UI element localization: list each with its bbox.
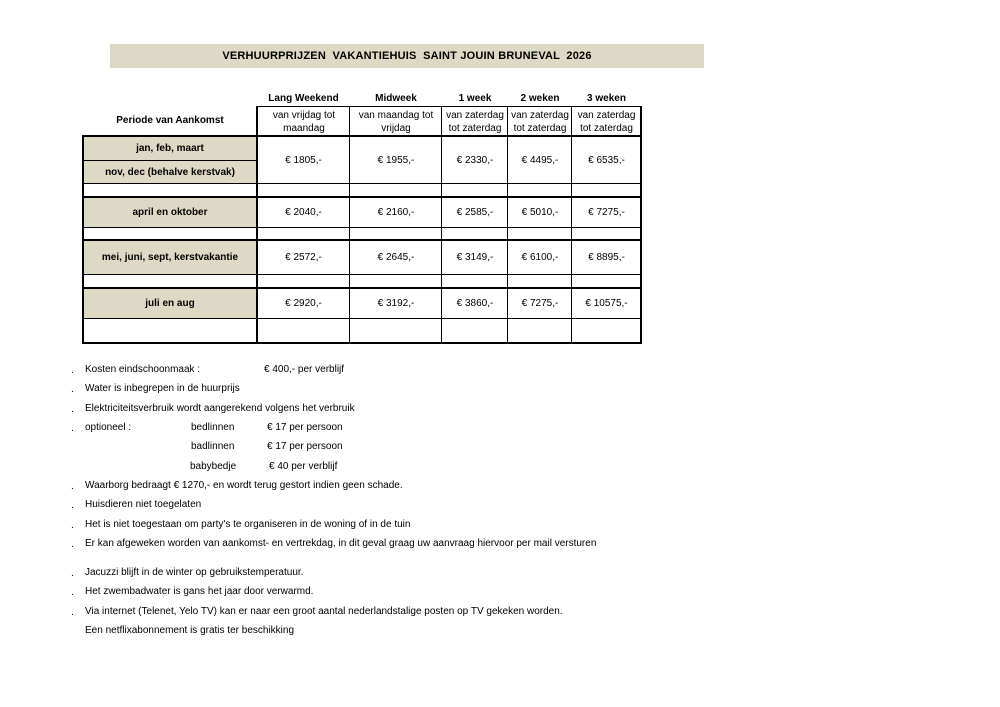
table-rule [83,239,641,241]
price-cell: € 7275,- [588,207,625,218]
column-header-lang-weekend: Lang Weekend [268,93,339,104]
price-cell: € 3149,- [456,252,494,263]
table-rule [349,106,350,343]
bullet: . [71,607,74,618]
price-cell: € 2160,- [377,207,415,218]
column-header-1-week: 1 week [458,93,492,104]
column-sub-1-week: van zaterdag tot zaterdag [446,109,504,134]
table-rule [256,106,258,344]
table-rule [441,106,442,343]
bullet: . [71,481,74,492]
price-cell: € 2572,- [285,252,322,263]
price-cell: € 1955,- [377,154,415,166]
note-parties: Het is niet toegestaan om party's te organiseren in de woning of in de tuin [85,519,411,530]
bullet: . [71,365,74,376]
price-cell: € 4495,- [521,154,559,166]
table-rule [507,106,508,343]
bullet: . [71,384,74,395]
optional-price: € 17 per persoon [267,441,343,452]
column-sub-2-weken: van zaterdag tot zaterdag [511,109,569,134]
table-rule [82,135,84,344]
note-deposit: Waarborg bedraagt € 1270,- en wordt terug gestort indien geen schade. [85,480,403,491]
period-cell: juli en aug [84,289,256,318]
optional-price: € 40 per verblijf [269,461,338,472]
bullet: . [71,539,74,550]
table-rule [83,196,641,198]
table-rule [83,274,641,275]
column-sub-3-weken: van zaterdag tot zaterdag [577,109,636,134]
note-tv: Via internet (Telenet, Yelo TV) kan er naar een groot aantal nederlandstalige posten op TV gekeken worden. [85,606,563,617]
note-pets: Huisdieren niet toegelaten [85,499,202,510]
price-cell: € 8895,- [588,252,625,263]
table-rule [640,106,642,344]
note-cleaning-value: € 400,- per verblijf [264,364,345,375]
bullet: . [71,520,74,531]
bullet: . [71,423,74,434]
column-header-2-weken: 2 weken [520,93,560,104]
price-cell: € 3860,- [456,298,494,309]
note-pool: Het zwembadwater is gans het jaar door verwarmd. [85,586,314,597]
bullet: . [71,568,74,579]
optional-item: bedlinnen [191,422,235,433]
price-cell: € 10575,- [585,298,628,309]
period-cell: nov, dec (behalve kerstvak) [84,161,256,183]
optional-item: babybedje [190,461,237,472]
note-cleaning-label: Kosten eindschoonmaak : [85,364,201,375]
optional-price: € 17 per persoon [267,422,343,433]
price-cell: € 7275,- [521,298,559,309]
note-water: Water is inbegrepen in de huurprijs [85,383,240,394]
table-rule [83,183,641,184]
price-cell: € 5010,- [521,207,559,218]
bullet: . [71,500,74,511]
table-rule [83,135,641,137]
note-deviation: Er kan afgeweken worden van aankomst- en vertrekdag, in dit geval graag uw aanvraag hiervoor per mail versturen [85,538,597,549]
period-header: Periode van Aankomst [116,115,224,126]
table-rule [83,227,641,228]
period-cell: mei, juni, sept, kerstvakantie [84,241,256,274]
table-rule [257,106,641,107]
table-rule [83,318,641,319]
table-rule [571,106,572,343]
price-cell: € 2645,- [377,252,415,263]
column-sub-midweek: van maandag tot vrijdag [358,109,434,134]
note-optional-label: optioneel : [85,422,132,433]
price-cell: € 2920,- [285,298,322,309]
column-sub-lang-weekend: van vrijdag tot maandag [272,109,336,134]
bullet: . [71,587,74,598]
period-cell: jan, feb, maart [84,137,256,160]
table-rule [83,342,641,344]
note-netflix: Een netflixabonnement is gratis ter beschikking [85,625,295,636]
column-header-3-weken: 3 weken [587,93,626,104]
note-electricity: Elektriciteitsverbruik wordt aangerekend volgens het verbruik [85,403,355,414]
column-header-midweek: Midweek [375,93,417,104]
price-cell: € 2330,- [456,154,494,166]
table-rule [83,287,641,289]
price-cell: € 2040,- [285,207,322,218]
note-jacuzzi: Jacuzzi blijft in de winter op gebruikstemperatuur. [85,567,304,578]
price-cell: € 2585,- [456,207,494,218]
price-cell: € 3192,- [377,298,415,309]
price-cell: € 6535,- [588,154,625,166]
optional-item: badlinnen [191,441,235,452]
period-cell: april en oktober [84,198,256,227]
page-title: VERHUURPRIJZEN VAKANTIEHUIS SAINT JOUIN BRUNEVAL 2026 [110,44,704,68]
bullet: . [71,404,74,415]
table-rule [83,160,257,161]
price-cell: € 6100,- [521,252,559,263]
price-cell: € 1805,- [285,154,322,166]
